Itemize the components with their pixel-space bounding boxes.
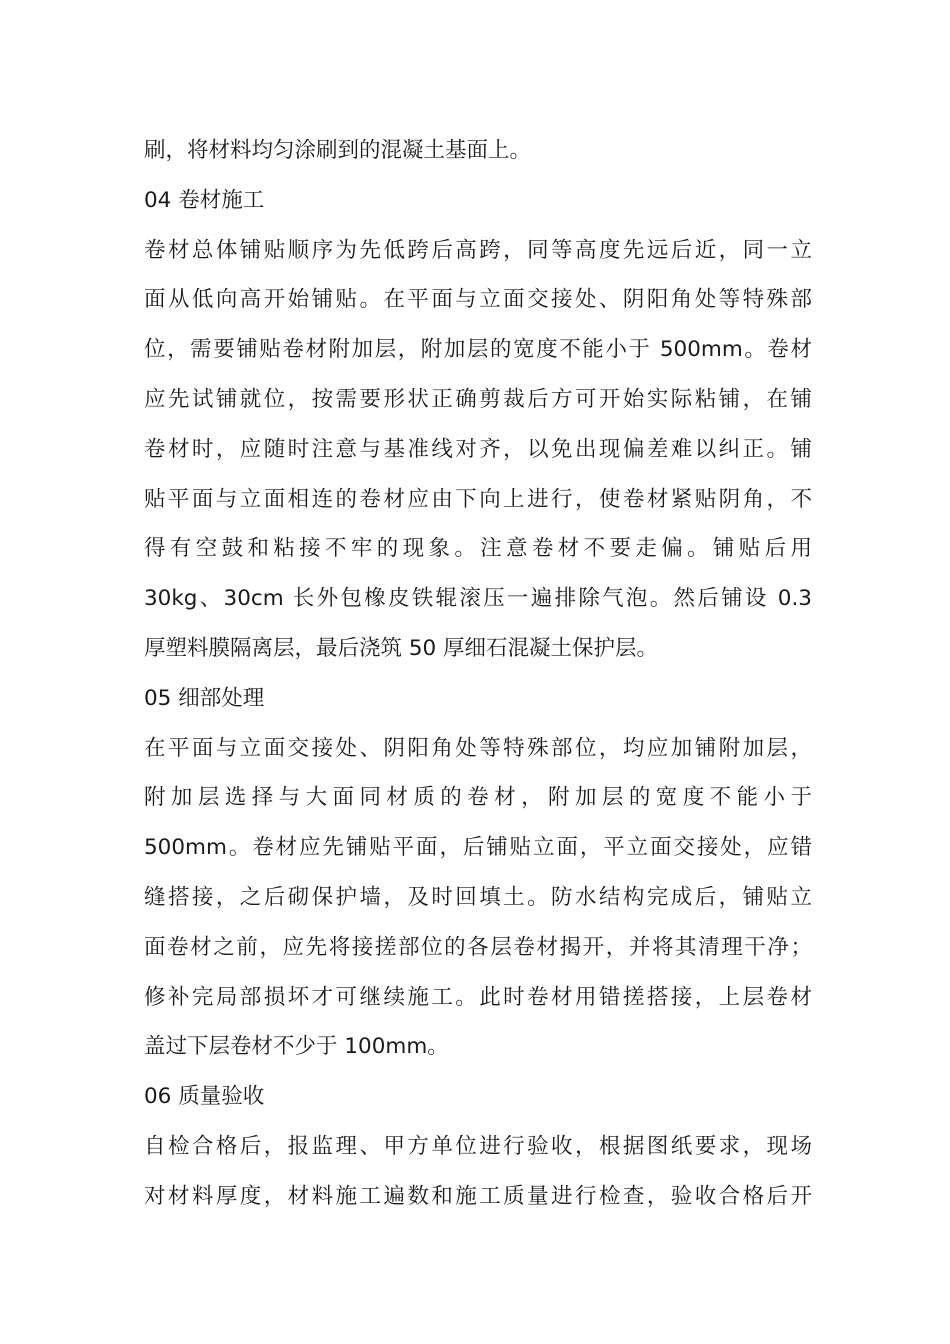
paragraph-line: 应先试铺就位，按需要形状正确剪裁后方可开始实际粘铺，在铺 bbox=[144, 386, 812, 412]
paragraph-line: 30kg、30cm 长外包橡皮铁辊滚压一遍排除气泡。然后铺设 0.3 bbox=[144, 586, 812, 612]
paragraph-line: 500mm。卷材应先铺贴平面，后铺贴立面，平立面交接处，应错 bbox=[144, 835, 812, 861]
paragraph-line: 修补完局部损坏才可继续施工。此时卷材用错搓搭接，上层卷材 bbox=[144, 984, 812, 1010]
section-heading-05: 05 细部处理 bbox=[144, 685, 265, 711]
paragraph-line: 在平面与立面交接处、阴阳角处等特殊部位，均应加铺附加层， bbox=[144, 735, 812, 761]
paragraph-line: 对材料厚度，材料施工遍数和施工质量进行检查，验收合格后开 bbox=[144, 1183, 812, 1209]
paragraph-line: 刷，将材料均匀涂刷到的混凝土基面上。 bbox=[144, 138, 532, 163]
paragraph-line: 得有空鼓和粘接不牢的现象。注意卷材不要走偏。铺贴后用 bbox=[144, 536, 812, 562]
paragraph-line: 贴平面与立面相连的卷材应由下向上进行，使卷材紧贴阴角，不 bbox=[144, 486, 812, 512]
paragraph-line: 厚塑料膜隔离层，最后浇筑 50 厚细石混凝土保护层。 bbox=[144, 635, 659, 661]
document-body bbox=[144, 126, 812, 1222]
paragraph-line: 卷材总体铺贴顺序为先低跨后高跨，同等高度先远后近，同一立 bbox=[144, 237, 812, 263]
section-heading-04: 04 卷材施工 bbox=[144, 187, 265, 213]
paragraph-line: 附加层选择与大面同材质的卷材，附加层的宽度不能小于 bbox=[144, 785, 812, 811]
paragraph-line: 卷材时，应随时注意与基准线对齐，以免出现偏差难以纠正。铺 bbox=[144, 436, 812, 462]
section-heading-06: 06 质量验收 bbox=[144, 1084, 265, 1110]
paragraph-line: 缝搭接，之后砌保护墙，及时回填土。防水结构完成后，铺贴立 bbox=[144, 884, 812, 910]
paragraph-line: 位，需要铺贴卷材附加层，附加层的宽度不能小于 500mm。卷材 bbox=[144, 337, 812, 363]
paragraph-line: 盖过下层卷材不少于 100mm。 bbox=[144, 1034, 449, 1060]
paragraph-line: 面卷材之前，应先将接搓部位的各层卷材揭开，并将其清理干净； bbox=[144, 934, 812, 960]
paragraph-line: 面从低向高开始铺贴。在平面与立面交接处、阴阳角处等特殊部 bbox=[144, 287, 812, 313]
paragraph-line: 自检合格后，报监理、甲方单位进行验收，根据图纸要求，现场 bbox=[144, 1133, 812, 1159]
